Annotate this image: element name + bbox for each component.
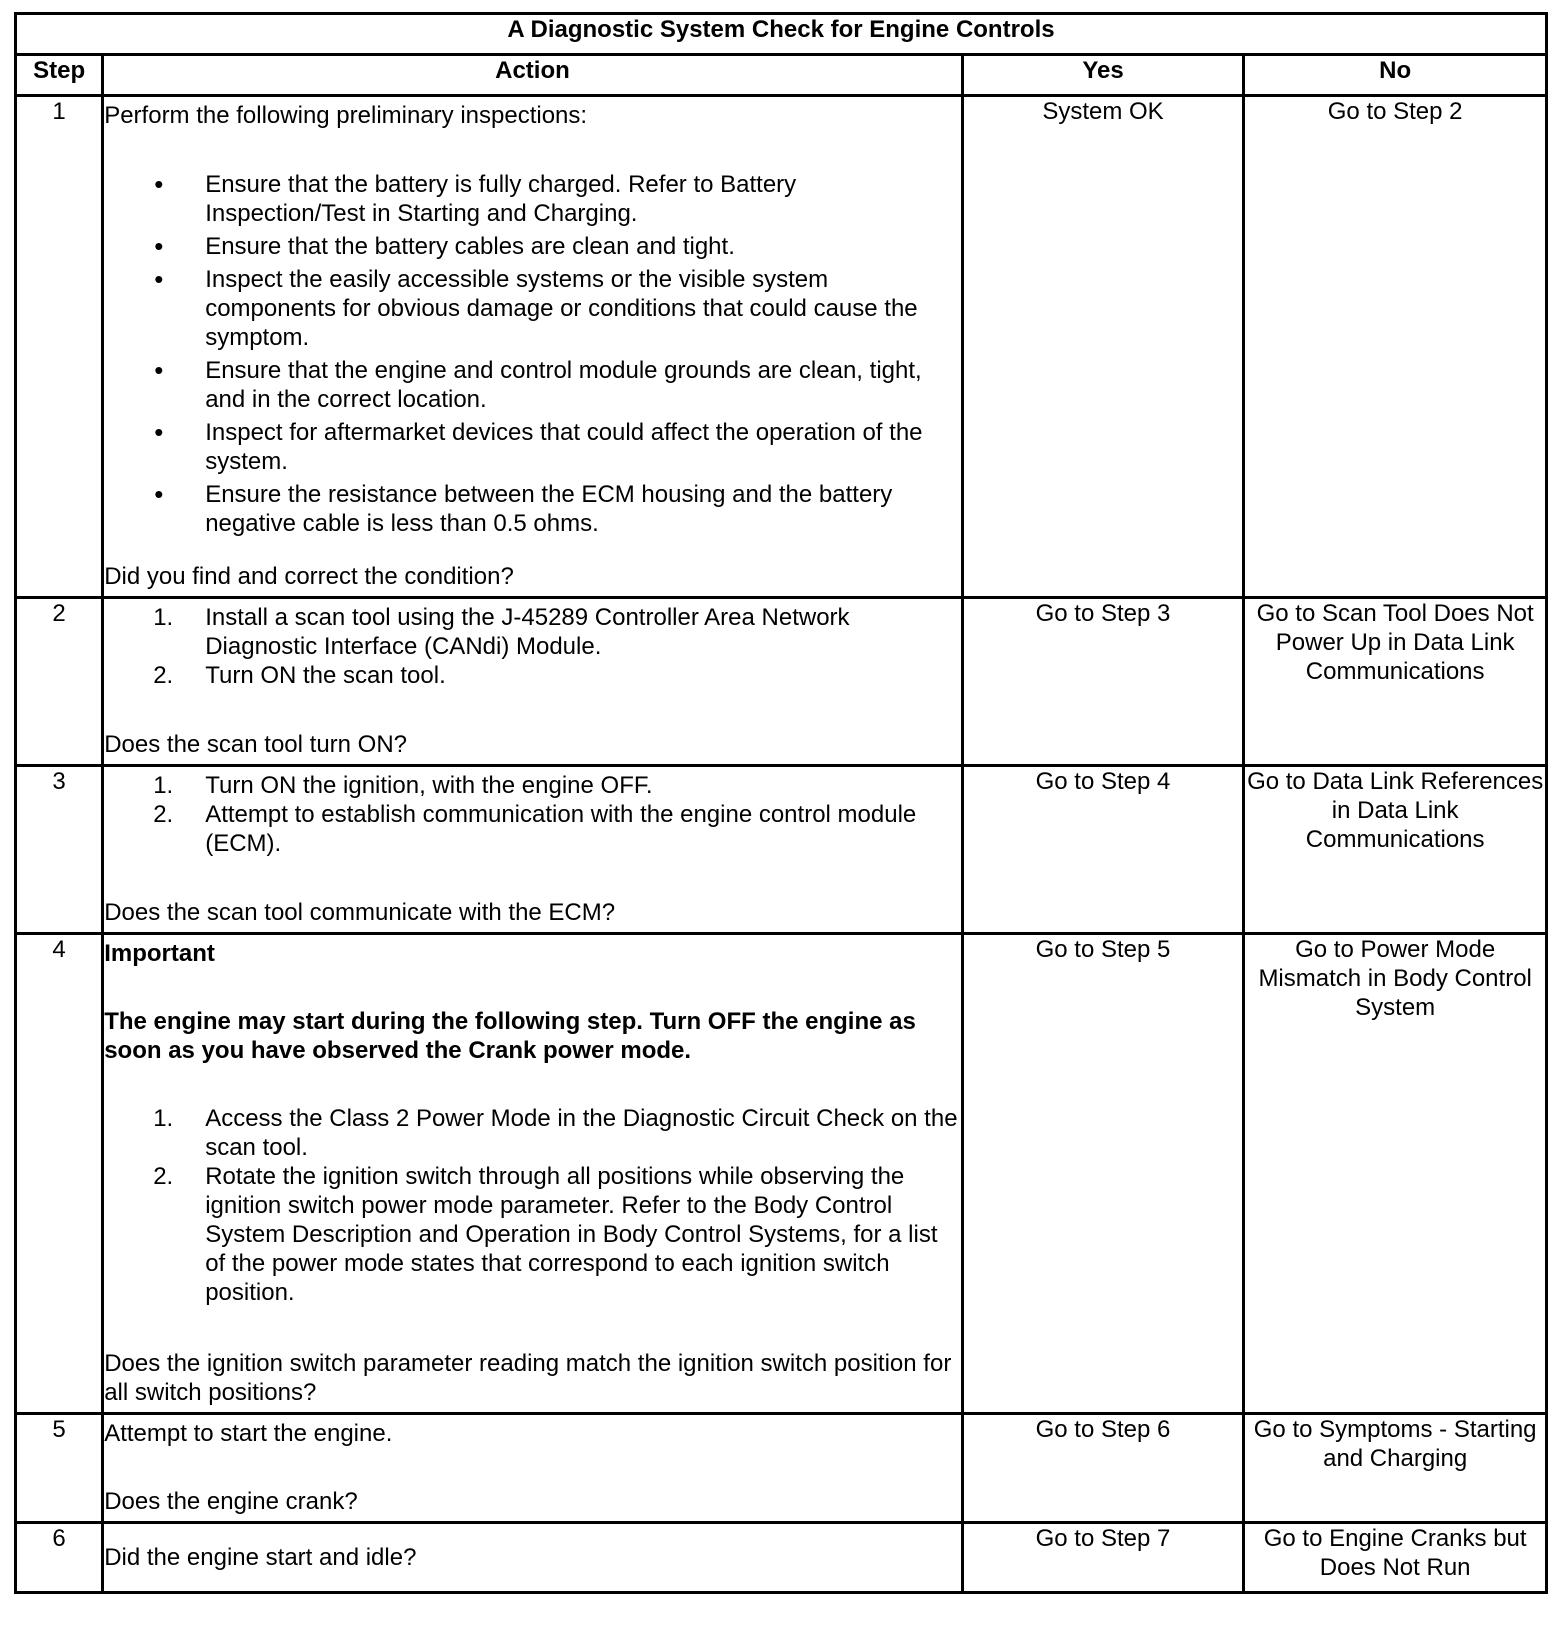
table-row-step-4 [16,934,1547,1414]
inspection-list [104,170,961,538]
table-row-step-6 [16,1523,1547,1593]
no-result: Go to Step 2 [1244,96,1547,598]
step-number: 3 [16,766,103,934]
table-row-step-1 [16,96,1547,598]
action-cell [103,766,963,934]
list-item: • Ensure that the engine and control module grounds are clean, tight, and in the correct location. [104,356,961,414]
list-item: • Inspect for aftermarket devices that could affect the operation of the system. [104,418,961,476]
action-question: Does the scan tool communicate with the ECM? [104,899,616,926]
action-question: Did you find and correct the condition? [104,563,514,590]
action-intro: Perform the following preliminary inspections: [104,102,588,129]
important-label: Important [104,940,215,967]
diagnostic-table [14,12,1548,1594]
procedure-list [104,1104,961,1307]
table-row-step-3 [16,766,1547,934]
yes-result: Go to Step 7 [962,1523,1244,1593]
header-step: Step [16,55,103,96]
list-item: • Ensure that the battery is fully charged. Refer to Battery Inspection/Test in Starting and Charging. [104,170,961,228]
list-item: • Ensure the resistance between the ECM housing and the battery negative cable is less than 0.5 ohms. [104,480,961,538]
action-cell [103,1523,963,1593]
action-cell [103,1414,963,1523]
step-number: 5 [16,1414,103,1523]
no-result: Go to Data Link References in Data Link Communications [1244,766,1547,934]
action-cell [103,598,963,766]
no-result: Go to Scan Tool Does Not Power Up in Data Link Communications [1244,598,1547,766]
header-yes: Yes [962,55,1244,96]
no-result: Go to Engine Cranks but Does Not Run [1244,1523,1547,1593]
yes-result: Go to Step 6 [962,1414,1244,1523]
no-result: Go to Power Mode Mismatch in Body Control System [1244,934,1547,1414]
list-item: 2. Rotate the ignition switch through all positions while observing the ignition switch power mode parameter. Refer to the Body Control System Description and Operation in Body Control Systems, for a list of the power mode states that correspond to each ignition switch position. [153,1163,938,1306]
procedure-list [104,771,961,858]
procedure-list [104,603,961,690]
action-question: Does the ignition switch parameter reading match the ignition switch position for all switch positions? [104,1350,952,1406]
list-item: • Ensure that the battery cables are clean and tight. [104,232,961,261]
yes-result: Go to Step 3 [962,598,1244,766]
important-note: The engine may start during the following step. Turn OFF the engine as soon as you have observed the Crank power mode. [104,1008,916,1064]
no-result: Go to Symptoms - Starting and Charging [1244,1414,1547,1523]
action-question: Does the engine crank? [104,1488,358,1515]
action-question: Did the engine start and idle? [104,1544,417,1571]
yes-result: System OK [962,96,1244,598]
step-number: 1 [16,96,103,598]
list-item: 1. Access the Class 2 Power Mode in the Diagnostic Circuit Check on the scan tool. [153,1105,958,1161]
list-item: 1. Turn ON the ignition, with the engine OFF. [153,772,653,799]
table-row-step-2 [16,598,1547,766]
action-intro: Attempt to start the engine. [104,1420,393,1447]
action-cell [103,96,963,598]
header-no: No [1244,55,1547,96]
yes-result: Go to Step 5 [962,934,1244,1414]
action-cell [103,934,963,1414]
list-item: • Inspect the easily accessible systems or the visible system components for obvious damage or conditions that could cause the symptom. [104,265,961,352]
step-number: 6 [16,1523,103,1593]
header-action: Action [103,55,963,96]
table-title: A Diagnostic System Check for Engine Controls [16,14,1547,55]
list-item: 2. Attempt to establish communication with the engine control module (ECM). [153,801,917,857]
list-item: 1. Install a scan tool using the J-45289 Controller Area Network Diagnostic Interface (CANdi) Module. [153,604,850,660]
step-number: 4 [16,934,103,1414]
step-number: 2 [16,598,103,766]
action-question: Does the scan tool turn ON? [104,731,408,758]
list-item: 2. Turn ON the scan tool. [153,662,446,689]
yes-result: Go to Step 4 [962,766,1244,934]
table-row-step-5 [16,1414,1547,1523]
